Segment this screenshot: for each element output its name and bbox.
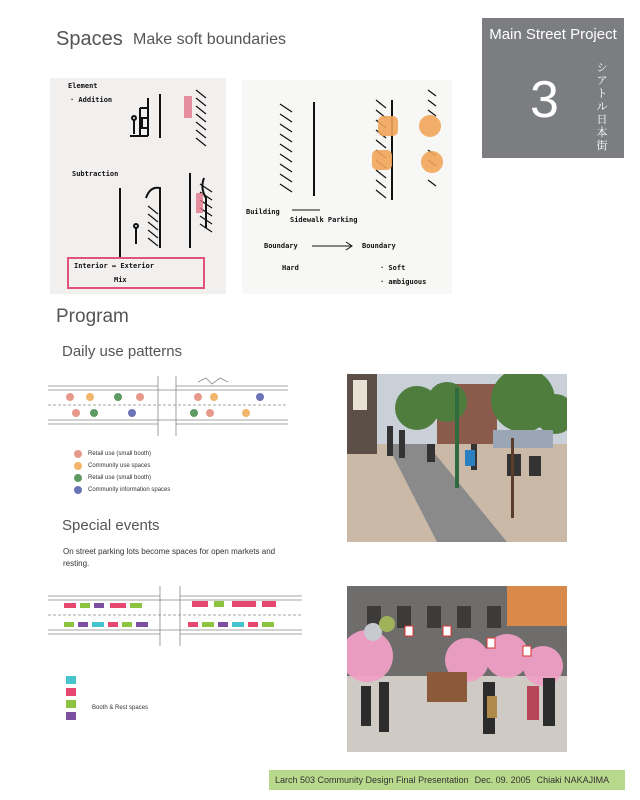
special-event-booths bbox=[64, 601, 276, 627]
legend-item bbox=[74, 484, 170, 496]
special-events-description: On street parking lots become spaces for open markets and resting. bbox=[63, 547, 276, 568]
sketch-soft-boundary bbox=[242, 80, 452, 294]
legend-label: Retail use (small booth) bbox=[88, 451, 152, 457]
footer-presentation: Larch 503 Community Design Final Presentation bbox=[275, 775, 469, 785]
street-photo-events bbox=[347, 586, 567, 752]
sketch1-label-subtraction: Subtraction bbox=[72, 170, 119, 178]
legend-dot bbox=[74, 486, 82, 494]
legend-booth-rest-label: Booth & Rest spaces bbox=[92, 705, 149, 711]
legend-label: Community use spaces bbox=[88, 463, 151, 469]
section-title: Spaces bbox=[56, 28, 123, 50]
legend-swatch-purple bbox=[66, 712, 76, 720]
legend-dot bbox=[74, 462, 82, 470]
footer-bar bbox=[269, 770, 625, 790]
sketch2-label-building: Building bbox=[246, 208, 280, 216]
street-photo-daily bbox=[347, 374, 567, 542]
footer-date: Dec. 09. 2005 bbox=[474, 775, 531, 785]
legend-label: Community information spaces bbox=[88, 487, 171, 493]
daily-use-title: Daily use patterns bbox=[62, 343, 183, 360]
legend-dot bbox=[74, 474, 82, 482]
legend-swatch-cyan bbox=[66, 676, 76, 684]
sketch2-label-ambiguous: · ambiguous bbox=[380, 278, 427, 286]
sketch2-label-soft: · Soft bbox=[380, 264, 406, 272]
project-title-box bbox=[482, 18, 624, 158]
special-events-plan bbox=[48, 586, 302, 646]
program-title: Program bbox=[56, 306, 129, 327]
special-events-legend bbox=[66, 676, 76, 724]
legend-dot bbox=[74, 450, 82, 458]
page-number: 3 bbox=[530, 71, 559, 129]
project-title: Main Street Project bbox=[489, 26, 617, 43]
sketch1-label-mix: Mix bbox=[114, 276, 127, 284]
sketch-addition-subtraction bbox=[50, 78, 226, 294]
legend-item bbox=[74, 448, 170, 460]
sketch1-label-element: Element bbox=[68, 82, 98, 90]
sketch1-label-addition: · Addition bbox=[70, 96, 113, 104]
section-subtitle: Make soft boundaries bbox=[133, 31, 286, 48]
sketch2-label-sidewalk: Sidewalk Parking bbox=[290, 216, 358, 224]
legend-label: Retail use (small booth) bbox=[88, 475, 152, 481]
legend-item bbox=[74, 472, 170, 484]
daily-use-legend bbox=[74, 448, 170, 496]
sketch2-label-boundary-hard: Boundary bbox=[264, 242, 298, 250]
legend-item bbox=[74, 460, 170, 472]
sketch2-drawing bbox=[242, 80, 452, 294]
special-events-title: Special events bbox=[62, 517, 160, 534]
legend-swatch-red bbox=[66, 688, 76, 696]
sketch1-label-interior-exterior: Interior ↔ Exterior bbox=[74, 262, 155, 270]
sketch2-label-hard: Hard bbox=[282, 264, 299, 272]
japanese-vertical-text: シアトル日本街 bbox=[596, 62, 608, 152]
daily-use-plan bbox=[48, 376, 288, 436]
legend-swatch-green bbox=[66, 700, 76, 708]
sketch2-label-boundary-soft: Boundary bbox=[362, 242, 396, 250]
footer-author: Chiaki NAKAJIMA bbox=[536, 775, 610, 785]
